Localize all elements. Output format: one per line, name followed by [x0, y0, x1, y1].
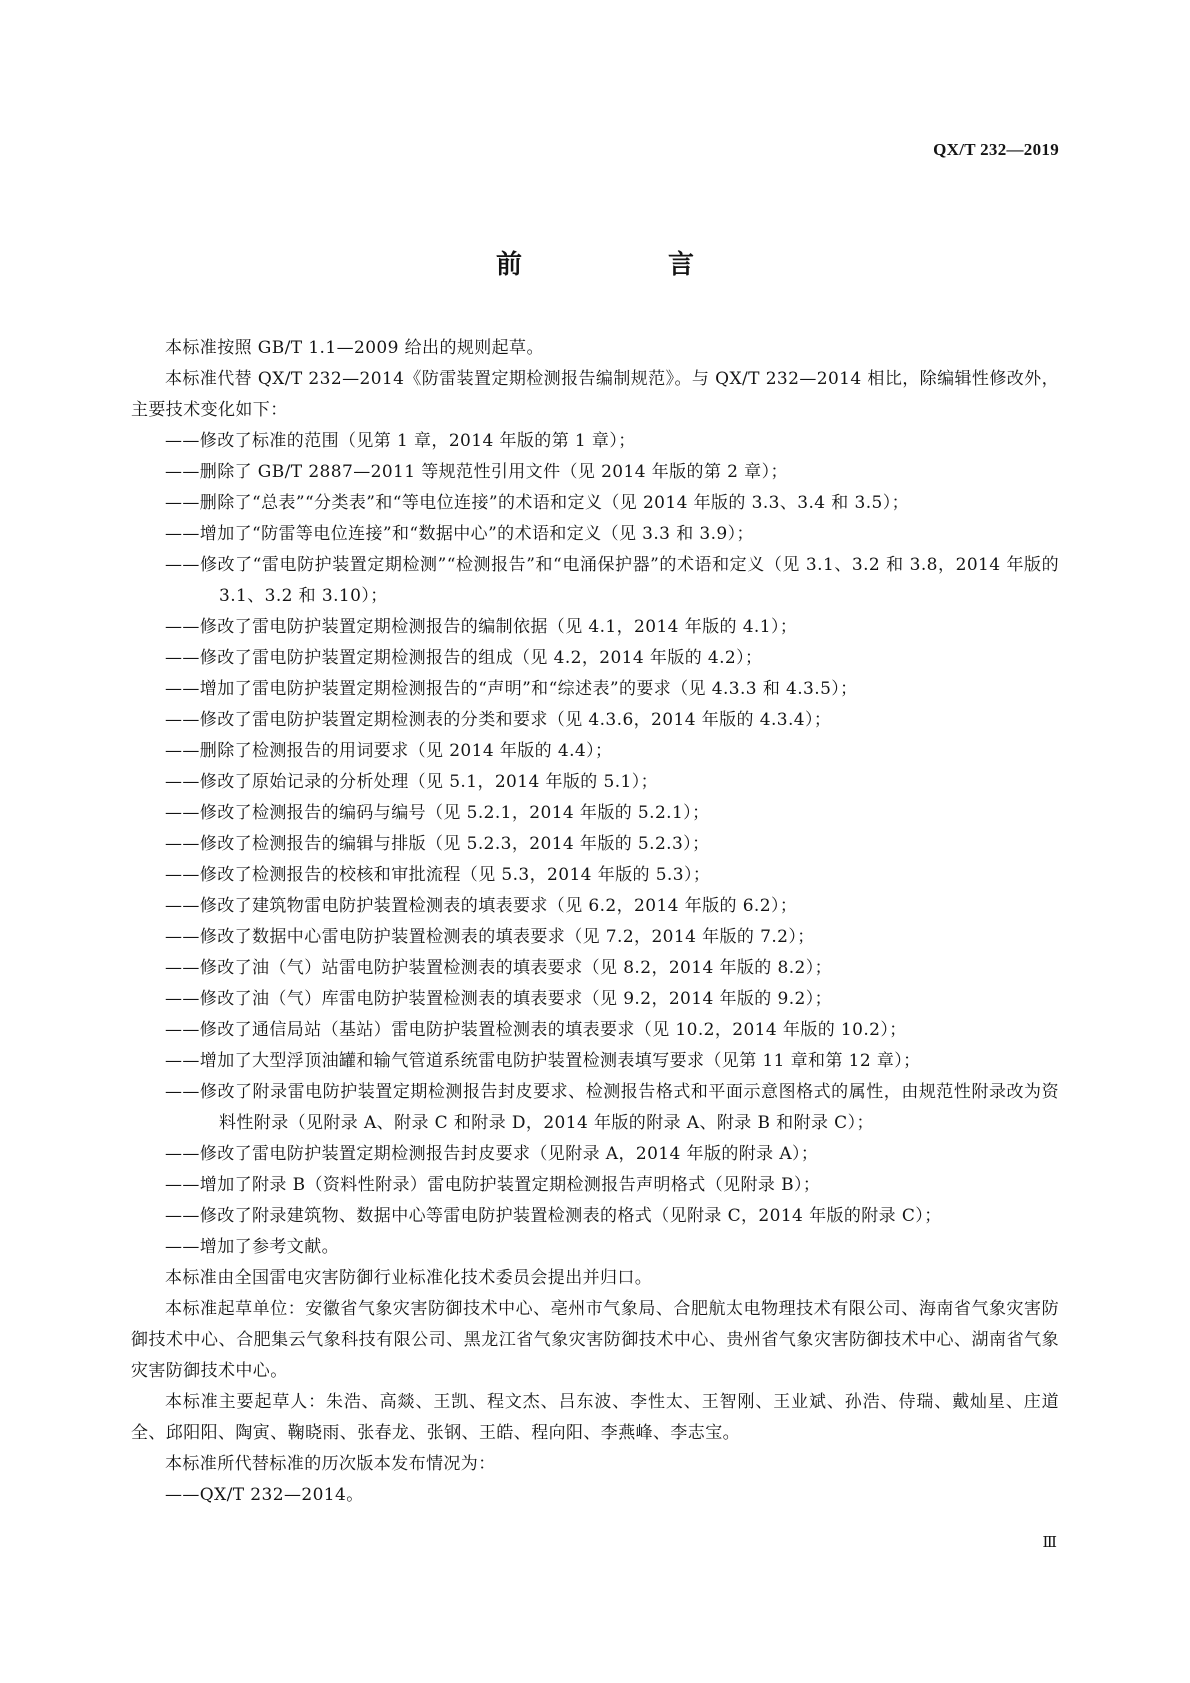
change-item: ——修改了数据中心雷电防护装置检测表的填表要求（见 7.2，2014 年版的 7.2）；: [165, 927, 815, 947]
change-item: ——修改了标准的范围（见第 1 章，2014 年版的第 1 章）；: [165, 431, 636, 451]
paragraph: 本标准起草单位：安徽省气象灾害防御技术中心、亳州市气象局、合肥航太电物理技术有限公司、海南省气象灾害防御技术中心、合肥集云气象科技有限公司、黑龙江省气象灾害防御技术中心、贵州省气象灾害防御技术中心、湖南省气象灾害防御技术中心。: [131, 1299, 1059, 1381]
change-item: ——增加了大型浮顶油罐和输气管道系统雷电防护装置检测表填写要求（见第 11 章和第 12 章）；: [165, 1051, 921, 1071]
paragraph: 本标准由全国雷电灾害防御行业标准化技术委员会提出并归口。: [165, 1268, 653, 1288]
paragraph: 本标准主要起草人：朱浩、高燚、王凯、程文杰、吕东波、李性太、王智刚、王业斌、孙浩、侍瑞、戴灿星、庄道全、邱阳阳、陶寅、鞠晓雨、张春龙、张钢、王皓、程向阳、李燕峰、李志宝。: [131, 1392, 1059, 1443]
change-item: ——增加了附录 B（资料性附录）雷电防护装置定期检测报告声明格式（见附录 B）；: [165, 1175, 821, 1195]
standard-code: QX/T 232—2019: [933, 140, 1059, 159]
paragraph: 本标准代替 QX/T 232—2014《防雷装置定期检测报告编制规范》。与 QX/T 232—2014 相比，除编辑性修改外，主要技术变化如下：: [131, 369, 1059, 420]
page-number: Ⅲ: [1042, 1535, 1057, 1551]
change-item: ——删除了“总表”“分类表”和“等电位连接”的术语和定义（见 2014 年版的 3.3、3.4 和 3.5）；: [165, 493, 910, 513]
change-item: ——修改了油（气）库雷电防护装置检测表的填表要求（见 9.2，2014 年版的 9.2）；: [165, 989, 833, 1009]
change-item: ——修改了检测报告的编辑与排版（见 5.2.3，2014 年版的 5.2.3）；: [165, 834, 710, 854]
change-item: ——修改了雷电防护装置定期检测表的分类和要求（见 4.3.6，2014 年版的 4.3.4）；: [165, 710, 832, 730]
change-item: ——增加了参考文献。: [165, 1237, 339, 1257]
paragraph: 本标准按照 GB/T 1.1—2009 给出的规则起草。: [165, 338, 544, 358]
paragraph: 本标准所代替标准的历次版本发布情况为：: [165, 1454, 496, 1474]
page-title: 前 言: [495, 250, 754, 280]
change-item: ——增加了“防雷等电位连接”和“数据中心”的术语和定义（见 3.3 和 3.9）；: [165, 524, 754, 544]
change-item: ——修改了通信局站（基站）雷电防护装置检测表的填表要求（见 10.2，2014 年版的 10.2）；: [165, 1020, 907, 1040]
change-item: ——修改了检测报告的编码与编号（见 5.2.1，2014 年版的 5.2.1）；: [165, 803, 710, 823]
foreword-body: [131, 333, 1059, 1511]
change-item: ——修改了雷电防护装置定期检测报告封皮要求（见附录 A，2014 年版的附录 A）；: [165, 1144, 819, 1164]
change-item: ——删除了 GB/T 2887—2011 等规范性引用文件（见 2014 年版的第 2 章）；: [165, 462, 788, 482]
history-item: ——QX/T 232—2014。: [165, 1485, 364, 1505]
change-item: ——修改了“雷电防护装置定期检测”“检测报告”和“电涌保护器”的术语和定义（见 3.1、3.2 和 3.8，2014 年版的 3.1、3.2 和 3.10）；: [165, 555, 1059, 606]
change-item: ——修改了原始记录的分析处理（见 5.1，2014 年版的 5.1）；: [165, 772, 659, 792]
change-item: ——修改了检测报告的校核和审批流程（见 5.3，2014 年版的 5.3）；: [165, 865, 711, 885]
change-item: ——增加了雷电防护装置定期检测报告的“声明”和“综述表”的要求（见 4.3.3 和 4.3.5）；: [165, 679, 858, 699]
change-item: ——修改了雷电防护装置定期检测报告的编制依据（见 4.1，2014 年版的 4.1）；: [165, 617, 798, 637]
change-item: ——修改了雷电防护装置定期检测报告的组成（见 4.2，2014 年版的 4.2）；: [165, 648, 763, 668]
change-item: ——删除了检测报告的用词要求（见 2014 年版的 4.4）；: [165, 741, 613, 761]
change-item: ——修改了建筑物雷电防护装置检测表的填表要求（见 6.2，2014 年版的 6.2）；: [165, 896, 798, 916]
change-item: ——修改了油（气）站雷电防护装置检测表的填表要求（见 8.2，2014 年版的 8.2）；: [165, 958, 833, 978]
change-item: ——修改了附录雷电防护装置定期检测报告封皮要求、检测报告格式和平面示意图格式的属性，由规范性附录改为资料性附录（见附录 A、附录 C 和附录 D，2014 年版的附录 A、附录 B 和附录 C）；: [165, 1082, 1059, 1133]
change-item: ——修改了附录建筑物、数据中心等雷电防护装置检测表的格式（见附录 C，2014 年版的附录 C）；: [165, 1206, 942, 1226]
